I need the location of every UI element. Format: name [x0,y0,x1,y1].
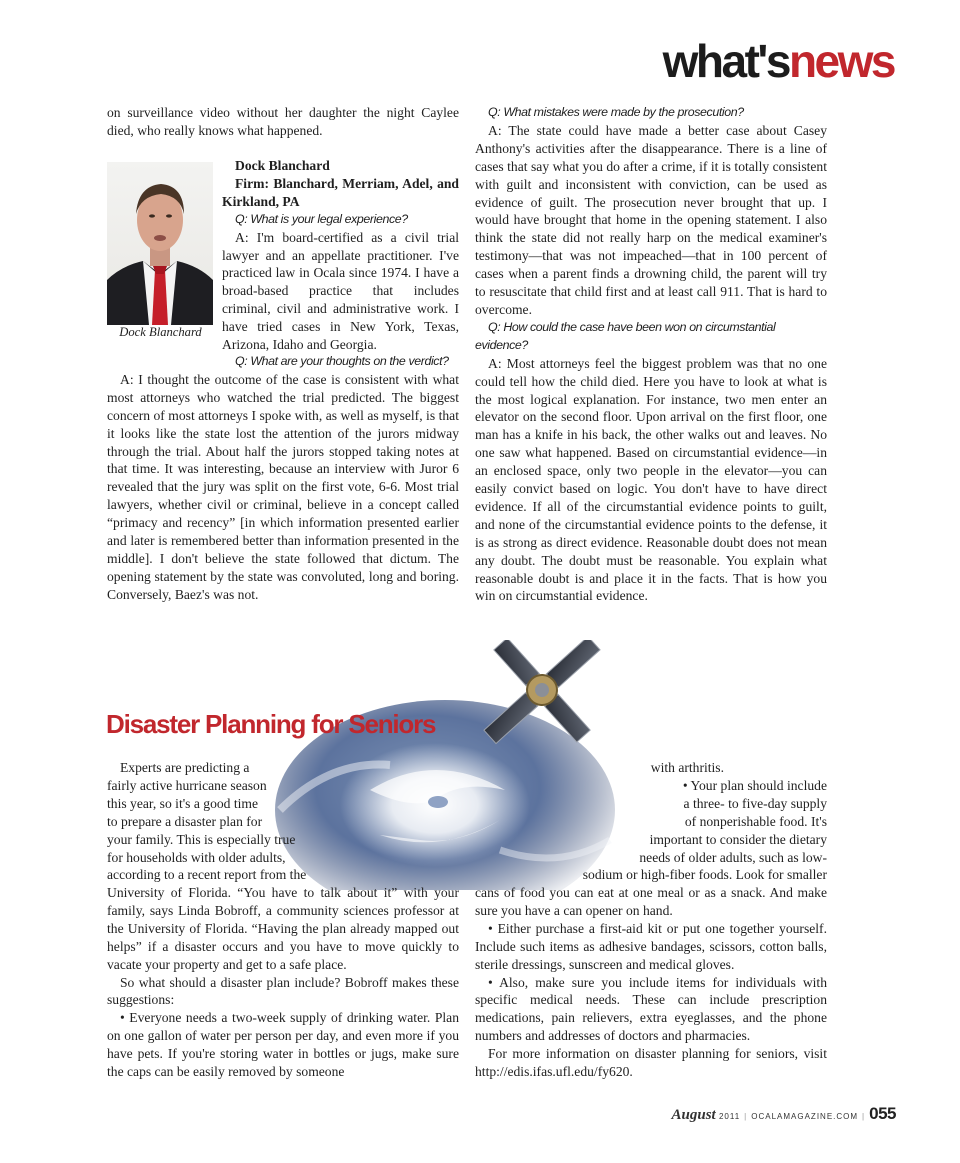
article-line: fairly active hurricane season [107,777,267,793]
interviewee-firm: Firm: Blanchard, Merriam, Adel, and Kirkland, PA [222,175,459,209]
article-line: according to a recent report from the [107,867,307,883]
footer-year: 2011 [718,1112,741,1121]
article-headline: Disaster Planning for Seniors [106,709,436,739]
article-line: your family. This is especially true [107,831,296,847]
article-paragraph-7: For more information on disaster planning for seniors, visit http://edis.ifas.ufl.edu/fy620. [475,1046,827,1080]
article-line: sodium or high-fiber foods. Look for smaller [582,867,827,883]
article-line: Experts are predicting a [120,760,250,775]
section-title [662,35,894,87]
article-left-col [107,884,459,1081]
interviewee-name: Dock Blanchard [235,158,330,173]
page-number: 055 [869,1104,896,1123]
article-line: with arthritis. [650,760,724,775]
article-paragraph-6: • Also, make sure you include items for individuals with specific medical needs. These can include prescription medications, pain relievers, extra eyeglasses, and the phone numbers and addresses of doctors and pharmacies. [475,974,827,1044]
article-line: to prepare a disaster plan for [107,813,263,829]
question-2: Q: What are your thoughts on the verdict? [235,354,449,368]
article-left-wrap [107,759,387,884]
intro-paragraph: on surveillance video without her daughter the night Caylee died, who really knows what happened. [107,105,459,138]
answer-1: A: I'm board-certified as a civil trial lawyer and an appellate practitioner. I've practiced law in Ocala since 1974. I have a broad-based practice that includes criminal, civil and administrative work. I have tried cases in New York, Texas, Arizona, Idaho and Georgia. [222,229,459,353]
answer-3: A: The state could have made a better case about Casey Anthony's activities after the disappearance. There is a line of cases that say what you do after a crime, if it is totally consistent with guilt and inconsistent with conviction, can be used as evidence of guilt. The prosecution never brought that up. I would have brought that home in the opening statement. I also think the state did not really harp on the medical examiner's testimony—that was not impeached—that in 100 percent of cases when a parent finds a drowning child, the parent will try to resuscitate that child first and at least call 911. That is hard to overcome. [475,122,827,317]
section-title-word2: news [788,35,894,87]
answer-2: A: I thought the outcome of the case is consistent with what most attorneys who watched the trial predicted. The biggest concern of most attorneys I spoke with, as well as myself, is that it looks like the state lost the attention of the jurors midway through the trial. About half the jurors stopped taking notes at that time. It was interesting, because an interview with Juror 6 revealed that the jury was split on the first vote, 6-6. Most trial lawyers, whether civil or criminal, believe in a concept called “primacy and recency” [in which information presented earlier and later is remembered better than information presented in the middle]. I don't believe the state followed that dictum. The opening statement by the state was convoluted, long and boring. Conversely, Baez's was not. [107,371,459,602]
article-line: • Your plan should include [682,777,827,793]
article-paragraph-2: So what should a disaster plan include? Bobroff makes these suggestions: [107,974,459,1008]
portrait-photo [107,162,213,325]
photo-caption: Dock Blanchard [119,325,202,339]
article-line: for households with older adults, [107,849,286,865]
question-3: Q: What mistakes were made by the prosecution? [488,105,744,119]
page-footer: August 2011 | OCALAMAGAZINE.COM | 055 [671,1104,896,1123]
interviewee-block [222,157,459,354]
footer-site: OCALAMAGAZINE.COM [751,1112,859,1121]
article-line: important to consider the dietary [649,831,827,847]
article-paragraph-3: • Everyone needs a two-week supply of drinking water. Plan on one gallon of water per person per day, and even more if you have pets. If you're storing water in bottles or jugs, make sure the caps can be easily removed by someone [107,1010,459,1080]
article-paragraph-4: cans of food you can eat at one meal or as a snack. And make sure you have a can opener on hand. [475,885,827,918]
question-4: Q: How could the case have been won on circumstantial evidence? [475,319,776,352]
section-title-word1: what's [662,35,789,87]
article-paragraph-1: University of Florida. “You have to talk about it” with your family, says Linda Bobroff, a community sciences professor at the University of Florida. “Having the plan already mapped out helps” if a disaster occurs and you have to move quickly to vacate your property and get to a safe place. [107,885,459,972]
footer-month: August [671,1107,716,1123]
interview-right-col [475,104,827,605]
article-line: a three- to five-day supply [683,795,827,811]
article-paragraph-5: • Either purchase a first-aid kit or put one together yourself. Include such items as adhesive bandages, scissors, cotton balls, sterile dressings, sunscreen and medical gloves. [475,920,827,972]
article-right-wrap [475,759,827,884]
article-line: of nonperishable food. It's [684,813,827,829]
interview-left-col [107,353,459,604]
answer-4: A: Most attorneys feel the biggest problem was that no one could tell how the child died. Here you have to look at what is the most logical explanation. For instance, two men enter an elevator on the second floor. Upon arrival on the first floor, one man has a knife in his back, the other walks out and leaves. No one saw what happened. Based on circumstantial evidence—in an enclosed space, only two people in the elevator—you can easily convict based on logic. You don't have to have direct evidence. If all of the circumstantial evidence points to guilt, and none of the circumstantial evidence points to the defense, it is as strong as direct evidence. Reasonable doubt does not mean any doubt. The doubt must be reasonable. You explain what reasonable doubt is and place it in the facts. That is how you win on circumstantial evidence. [475,355,827,604]
question-1: Q: What is your legal experience? [235,211,408,226]
article-right-col [475,884,827,1081]
article-line: this year, so it's a good time [107,795,259,811]
interview-intro [107,104,459,140]
article-line: needs of older adults, such as low- [639,849,827,865]
